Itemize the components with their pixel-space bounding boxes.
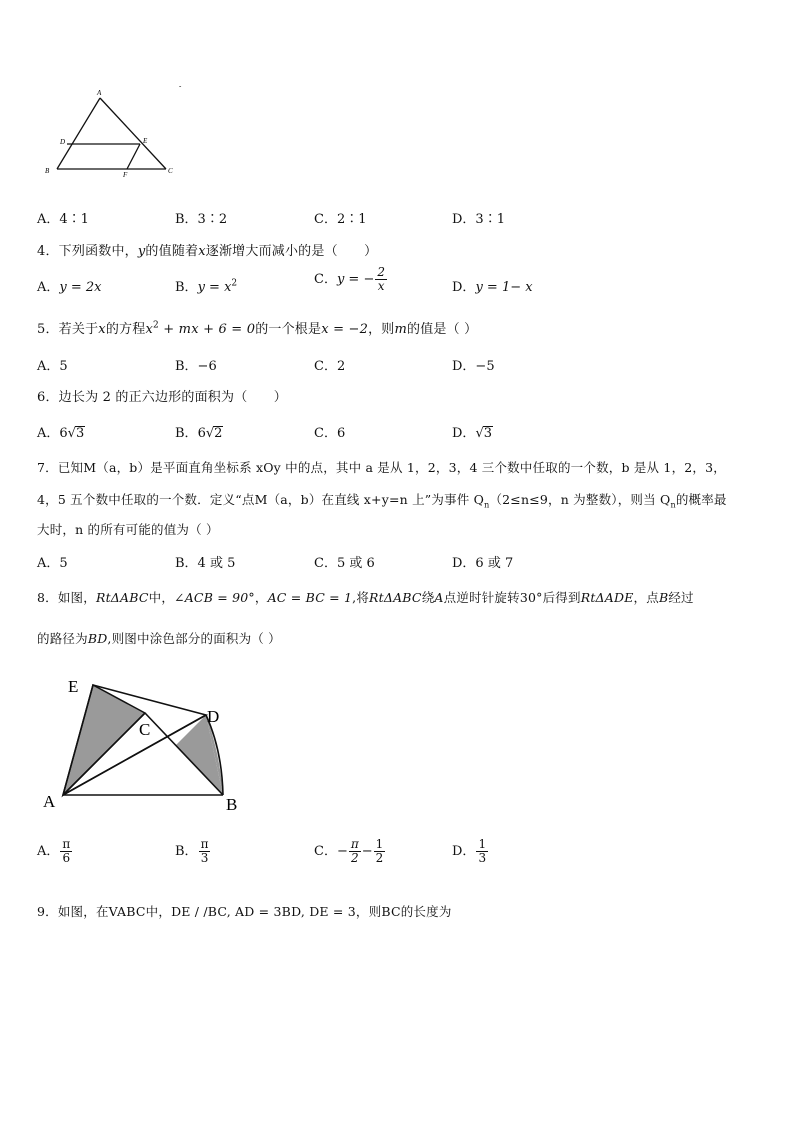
- q3-option-b[interactable]: B．3∶2: [175, 212, 228, 227]
- q4-option-c[interactable]: C．y = − $\frac{2}{x}$: [314, 265, 385, 293]
- q8-option-b[interactable]: B． $\frac{\pi}{3}$: [175, 837, 209, 865]
- q9-stem: 9．如图，在VABC中，DE / /BC, AD = 3BD, DE = 3，则BC的长度为: [37, 904, 452, 919]
- shaded-triangle-AEC: [63, 685, 145, 795]
- q3-option-c[interactable]: C．2∶1: [314, 212, 367, 227]
- q4-option-b[interactable]: B．$y = x^2$: [175, 278, 238, 295]
- q5-option-c[interactable]: C．2: [314, 359, 346, 374]
- q6-option-a[interactable]: A．6√3: [37, 426, 85, 441]
- q3-option-a[interactable]: A．4∶1: [37, 212, 89, 227]
- q6-option-d[interactable]: D．√3: [452, 426, 493, 441]
- q6-stem: 6．边长为 2 的正六边形的面积为（ ）: [37, 390, 288, 405]
- q7-line2: 4，5 五个数中任取的一个数．定义“点M（a，b）在直线 x+y=n 上”为事件 $Q_n(2\le n\le 9$，n 为整数），则当 $Q_n$的概率最: [37, 492, 727, 510]
- q4-stem: 4．下列函数中，y的值随着x逐渐增大而减小的是（ ）: [37, 244, 378, 259]
- fig8-label-D: D: [207, 707, 220, 726]
- label-E: E: [143, 137, 148, 145]
- q7-option-c[interactable]: C．5 或 6: [314, 556, 375, 571]
- rotation-figure-q8: [38, 670, 248, 820]
- q5-stem: 5．若关于x的方程$x^2$ + mx + 6 = 0的一个根是x = −2，则m的值是（ ）: [37, 320, 478, 337]
- label-B: B: [45, 167, 50, 175]
- q7-option-d[interactable]: D．6 或 7: [452, 556, 514, 571]
- q6-option-c[interactable]: C．6: [314, 426, 346, 441]
- q3-option-d[interactable]: D．3∶1: [452, 212, 505, 227]
- fig8-label-A: A: [43, 792, 56, 811]
- label-A: A: [97, 89, 102, 97]
- q7-line1: 7．已知M（a，b）是平面直角坐标系 xOy 中的点，其中 a 是从 1，2，3，4 三个数中任取的一个数，b 是从 1，2，3，: [37, 460, 726, 475]
- q8-option-d[interactable]: D． $\frac{1}{3}$: [452, 837, 487, 865]
- fig8-label-B: B: [226, 795, 238, 814]
- svg-text:-: -: [179, 82, 182, 90]
- triangle-figure-q3: [40, 80, 190, 180]
- fig8-label-E: E: [68, 677, 79, 696]
- q4-option-d[interactable]: D．y = 1− x: [452, 280, 533, 295]
- label-D: D: [60, 138, 66, 146]
- q7-line3: 大时，n 的所有可能的值为（ ）: [37, 522, 219, 537]
- q7-option-a[interactable]: A．5: [37, 556, 68, 571]
- q8-line2: 的路径为BD,则图中涂色部分的面积为（ ）: [37, 631, 281, 646]
- q5-option-b[interactable]: B．−6: [175, 359, 217, 374]
- label-C: C: [168, 167, 173, 175]
- label-F: F: [123, 171, 128, 179]
- q4-option-a[interactable]: A．y = 2x: [37, 280, 102, 295]
- fig8-label-C: C: [139, 720, 151, 739]
- q5-option-d[interactable]: D．−5: [452, 359, 495, 374]
- q8-line1: 8．如图，RtΔABC中，∠ACB = 90°，AC = BC = 1,将RtΔABC绕A点逆时针旋转30°后得到RtΔADE，点B经过: [37, 590, 694, 605]
- q8-option-a[interactable]: A． $\frac{\pi}{6}$: [37, 837, 71, 865]
- q8-option-c[interactable]: C．− $\frac{\pi}{2}$ − $\frac{1}{2}$: [314, 837, 384, 865]
- q7-option-b[interactable]: B．4 或 5: [175, 556, 236, 571]
- q5-option-a[interactable]: A．5: [37, 359, 68, 374]
- q6-option-b[interactable]: B．6√2: [175, 426, 223, 441]
